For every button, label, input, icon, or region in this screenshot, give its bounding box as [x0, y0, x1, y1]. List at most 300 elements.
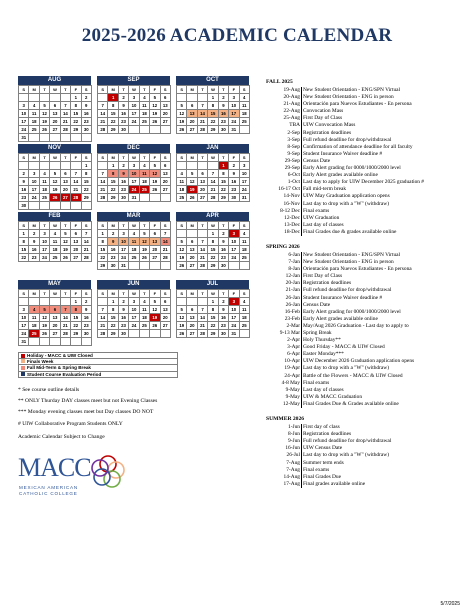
day-cell: 26 — [150, 118, 160, 126]
day-cell: 9 — [108, 238, 118, 246]
day-cell: 29 — [108, 330, 118, 338]
event-date: 12-May — [262, 401, 302, 408]
day-cell: 8 — [108, 102, 118, 110]
day-cell: 3 — [239, 162, 249, 170]
day-cell: 27 — [50, 126, 60, 134]
day-cell: 5 — [177, 238, 187, 246]
term-heading: SPRING 2026 — [266, 243, 300, 250]
weekday-header: S — [239, 86, 249, 94]
day-cell: 17 — [19, 118, 29, 126]
day-cell: 30 — [118, 126, 128, 134]
day-cell: 28 — [98, 194, 108, 202]
day-cell — [60, 338, 70, 346]
day-cell: 1 — [81, 162, 91, 170]
day-cell: 6 — [150, 230, 160, 238]
day-cell — [29, 298, 39, 306]
day-cell: 24 — [229, 322, 239, 330]
weekday-header: S — [81, 222, 91, 230]
day-cell: 21 — [98, 118, 108, 126]
day-cell: 12 — [39, 314, 49, 322]
weekday-header: S — [177, 290, 187, 298]
day-cell: 9 — [218, 238, 228, 246]
day-cell: 18 — [139, 314, 149, 322]
legend-swatch — [21, 354, 25, 358]
weekday-header: S — [160, 86, 170, 94]
weekday-header: T — [218, 222, 228, 230]
legend-label: Student Course Evaluation Period — [27, 371, 102, 377]
day-cell: 12 — [60, 238, 70, 246]
day-cell: 3 — [229, 230, 239, 238]
event-row — [262, 373, 472, 380]
day-cell: 16 — [118, 178, 128, 186]
day-cell — [177, 230, 187, 238]
day-cell: 17 — [29, 186, 39, 194]
weekday-header: F — [150, 154, 160, 162]
day-cell: 20 — [50, 118, 60, 126]
event-text: Census Date — [303, 301, 331, 308]
event-row — [262, 186, 472, 193]
day-cell: 27 — [71, 254, 81, 262]
day-cell: 6 — [160, 298, 170, 306]
day-cell — [71, 134, 81, 142]
footnote: ** ONLY Thurday DAY classes meet but not Evening Classes — [18, 398, 158, 405]
weekday-header: F — [150, 86, 160, 94]
event-date: 19-Apr — [262, 365, 302, 372]
day-cell: 12 — [150, 306, 160, 314]
event-text: First Day of Class — [303, 273, 343, 280]
event-row — [262, 115, 472, 122]
weekday-header: S — [177, 86, 187, 94]
day-cell: 15 — [108, 110, 118, 118]
event-row — [262, 394, 472, 401]
event-text: Full refund deadline for drop/withdrawal — [303, 438, 392, 445]
weekday-header: M — [108, 222, 118, 230]
day-cell: 10 — [129, 102, 139, 110]
day-cell: 9 — [118, 102, 128, 110]
month-name: OCT — [176, 76, 249, 85]
day-cell: 15 — [208, 110, 218, 118]
event-text: May/Aug 2026 Graduation - Last day to apply to — [303, 322, 409, 329]
day-cell: 16 — [19, 186, 29, 194]
day-cell — [160, 194, 170, 202]
event-text: Convocation Mass — [303, 108, 344, 115]
day-cell: 12 — [150, 170, 160, 178]
day-cell: 2 — [19, 170, 29, 178]
day-cell: 17 — [229, 314, 239, 322]
day-cell — [60, 298, 70, 306]
event-row — [262, 387, 472, 394]
day-cell: 1 — [218, 162, 228, 170]
day-cell: 31 — [239, 194, 249, 202]
day-cell: 21 — [98, 186, 108, 194]
weekday-header: S — [177, 222, 187, 230]
day-cell: 18 — [239, 246, 249, 254]
day-cell: 5 — [60, 230, 70, 238]
day-cell: 22 — [71, 322, 81, 330]
day-cell: 13 — [197, 178, 207, 186]
event-text: UIW Census Date — [303, 445, 343, 452]
event-row — [262, 158, 472, 165]
day-cell: 31 — [19, 134, 29, 142]
event-date: 9-May — [262, 394, 302, 401]
day-cell: 8 — [208, 238, 218, 246]
day-cell: 24 — [39, 254, 49, 262]
event-row — [262, 344, 472, 351]
event-row — [262, 337, 472, 344]
day-cell: 4 — [239, 230, 249, 238]
event-date: 25-Aug — [262, 115, 302, 122]
weekday-header: T — [197, 154, 207, 162]
day-cell: 17 — [129, 178, 139, 186]
event-date: 24-Apr — [262, 373, 302, 380]
day-cell: 8 — [98, 238, 108, 246]
day-cell: 1 — [208, 298, 218, 306]
day-cell — [81, 134, 91, 142]
day-cell: 25 — [139, 118, 149, 126]
day-cell: 25 — [239, 118, 249, 126]
event-text: Last day of classes — [303, 221, 344, 228]
day-cell: 30 — [81, 330, 91, 338]
term-heading: SUMMER 2026 — [266, 416, 305, 423]
day-cell: 27 — [197, 194, 207, 202]
day-cell: 18 — [177, 186, 187, 194]
event-text: Spring Break — [303, 330, 332, 336]
day-cell: 2 — [81, 298, 91, 306]
event-text: Final Grades due & grades available online — [303, 228, 397, 235]
day-cell: 8 — [81, 170, 91, 178]
day-cell: 29 — [81, 194, 91, 202]
event-text: Battle of the Flowers - MACC & UIW Closed — [303, 372, 403, 379]
day-cell: 8 — [108, 170, 118, 178]
day-cell: 28 — [60, 126, 70, 134]
event-date: 3-Apr — [262, 344, 302, 351]
day-cell — [29, 134, 39, 142]
weekday-header: F — [71, 222, 81, 230]
day-cell: 17 — [229, 110, 239, 118]
day-cell — [98, 298, 108, 306]
month-name: DEC — [97, 144, 170, 153]
day-cell: 24 — [29, 194, 39, 202]
day-cell: 7 — [197, 238, 207, 246]
weekday-header: F — [150, 290, 160, 298]
event-date: 16-Jun — [262, 445, 302, 452]
event-row — [262, 165, 472, 172]
day-cell: 19 — [150, 178, 160, 186]
day-cell: 11 — [239, 238, 249, 246]
day-cell: 24 — [229, 118, 239, 126]
day-cell — [98, 162, 108, 170]
day-cell: 21 — [160, 246, 170, 254]
day-cell: 8 — [108, 306, 118, 314]
day-cell: 18 — [239, 314, 249, 322]
day-cell: 14 — [98, 314, 108, 322]
day-cell: 21 — [98, 322, 108, 330]
month-calendar-feb — [18, 212, 91, 262]
weekday-header: M — [187, 222, 197, 230]
legend-label: Holiday - MACC & UIW Closed — [27, 353, 93, 358]
month-name: NOV — [18, 144, 91, 153]
weekday-header: F — [71, 154, 81, 162]
day-cell: 28 — [208, 194, 218, 202]
event-row — [262, 316, 472, 323]
day-cell — [81, 338, 91, 346]
day-cell: 1 — [208, 94, 218, 102]
day-cell: 30 — [218, 126, 228, 134]
event-row — [262, 193, 472, 200]
month-calendar-oct — [176, 76, 249, 134]
day-cell: 26 — [39, 126, 49, 134]
event-text: Early Alert grading for 0000/1000/2000 level — [303, 308, 401, 315]
event-date: 16-Nov — [262, 201, 302, 208]
day-cell: 8 — [208, 306, 218, 314]
day-cell: 13 — [71, 238, 81, 246]
weekday-header: M — [29, 290, 39, 298]
day-cell: 16 — [118, 110, 128, 118]
event-date: 13-Dec — [262, 222, 302, 229]
day-cell: 29 — [208, 126, 218, 134]
day-cell — [98, 94, 108, 102]
month-name: FEB — [18, 212, 91, 221]
day-cell: 9 — [229, 170, 239, 178]
day-cell: 21 — [60, 118, 70, 126]
day-cell: 4 — [139, 162, 149, 170]
month-name: JAN — [176, 144, 249, 153]
event-date: 9-13 Mar — [262, 330, 302, 337]
day-cell: 2 — [218, 298, 228, 306]
day-cell: 9 — [29, 238, 39, 246]
event-row — [262, 323, 472, 330]
event-text: New Student Orientation - ENG in person — [303, 94, 394, 101]
day-cell: 30 — [19, 202, 29, 210]
event-row — [262, 424, 472, 431]
event-row — [262, 481, 472, 488]
day-cell: 8 — [218, 170, 228, 178]
day-cell: 9 — [81, 102, 91, 110]
day-cell: 26 — [177, 262, 187, 270]
day-cell: 20 — [160, 314, 170, 322]
day-cell — [81, 202, 91, 210]
day-cell — [239, 330, 249, 338]
event-row — [262, 208, 472, 215]
day-cell: 15 — [108, 178, 118, 186]
day-cell: 23 — [29, 254, 39, 262]
event-text: Final Grades Due — [303, 473, 342, 480]
weekday-header: T — [118, 222, 128, 230]
day-cell: 17 — [39, 246, 49, 254]
day-cell: 18 — [139, 110, 149, 118]
day-cell: 7 — [81, 230, 91, 238]
day-cell: 25 — [239, 322, 249, 330]
day-cell: 26 — [187, 194, 197, 202]
weekday-header: M — [29, 86, 39, 94]
day-cell — [160, 262, 170, 270]
day-cell: 21 — [60, 322, 70, 330]
event-row — [262, 401, 472, 408]
event-text: Registration deadlines — [303, 129, 352, 136]
day-cell: 11 — [239, 306, 249, 314]
day-cell: 11 — [29, 110, 39, 118]
event-date: 6-Apr — [262, 351, 302, 358]
day-cell: 22 — [19, 254, 29, 262]
day-cell — [129, 262, 139, 270]
event-text: Summer term ends — [303, 459, 344, 466]
weekday-header: T — [139, 222, 149, 230]
day-cell: 8 — [71, 306, 81, 314]
event-row — [262, 108, 472, 115]
event-date: 17-Aug — [262, 481, 302, 488]
day-cell: 17 — [129, 110, 139, 118]
event-row — [262, 151, 472, 158]
event-row — [262, 266, 472, 273]
event-date: 12-Dec — [262, 215, 302, 222]
weekday-header: M — [29, 154, 39, 162]
day-cell: 28 — [197, 330, 207, 338]
day-cell: 10 — [129, 306, 139, 314]
weekday-header: S — [160, 222, 170, 230]
event-text: UIW December 2026 Graduation application opens — [303, 358, 415, 365]
weekday-header: M — [29, 222, 39, 230]
day-cell: 19 — [150, 314, 160, 322]
day-cell: 17 — [239, 178, 249, 186]
legend-swatch — [21, 366, 25, 370]
day-cell: 29 — [98, 262, 108, 270]
event-text: Final grades available online — [303, 480, 366, 487]
day-cell: 13 — [160, 102, 170, 110]
day-cell — [71, 202, 81, 210]
day-cell: 31 — [19, 338, 29, 346]
day-cell: 24 — [239, 186, 249, 194]
day-cell: 18 — [29, 322, 39, 330]
event-row — [262, 452, 472, 459]
day-cell: 11 — [239, 102, 249, 110]
day-cell: 8 — [71, 102, 81, 110]
event-date: 21-Aug — [262, 101, 302, 108]
weekday-header: T — [118, 290, 128, 298]
weekday-header: F — [229, 222, 239, 230]
day-cell: 28 — [60, 330, 70, 338]
day-cell: 22 — [218, 186, 228, 194]
footnote: # UIW Collaborative Program Students ONLY — [18, 420, 123, 427]
day-cell: 8 — [19, 238, 29, 246]
day-cell: 20 — [187, 118, 197, 126]
day-cell: 23 — [218, 322, 228, 330]
day-cell: 26 — [150, 322, 160, 330]
day-cell — [29, 162, 39, 170]
event-text: Fall mid-term break — [303, 186, 347, 193]
day-cell: 26 — [39, 330, 49, 338]
month-calendar-jun — [97, 280, 170, 338]
weekday-header: W — [50, 86, 60, 94]
event-date: 8-Jun — [262, 431, 302, 438]
day-cell: 20 — [160, 110, 170, 118]
event-row — [262, 222, 472, 229]
day-cell: 27 — [160, 186, 170, 194]
weekday-header: W — [208, 154, 218, 162]
weekday-header: T — [39, 290, 49, 298]
day-cell: 15 — [208, 314, 218, 322]
day-cell: 20 — [150, 246, 160, 254]
day-cell: 26 — [177, 126, 187, 134]
day-cell: 11 — [29, 314, 39, 322]
day-cell: 5 — [39, 306, 49, 314]
day-cell — [39, 134, 49, 142]
event-date: 8-Sep — [262, 144, 302, 151]
event-text: New Student Orientation - ENG/SPN Virtual — [303, 87, 401, 93]
day-cell: 1 — [19, 230, 29, 238]
day-cell — [29, 338, 39, 346]
day-cell: 1 — [71, 94, 81, 102]
day-cell: 31 — [229, 126, 239, 134]
day-cell: 14 — [71, 178, 81, 186]
day-cell: 19 — [39, 118, 49, 126]
event-text: Early Alert grades available online — [303, 315, 378, 322]
day-cell: 19 — [187, 186, 197, 194]
event-text: Student Insurance Waiver deadline # — [303, 150, 383, 157]
day-cell: 15 — [71, 314, 81, 322]
day-cell: 11 — [139, 102, 149, 110]
event-date: 26-Jul — [262, 452, 302, 459]
event-text: Last day of classes — [303, 386, 344, 393]
day-cell: 5 — [150, 162, 160, 170]
day-cell: 14 — [98, 110, 108, 118]
legend-item — [18, 372, 178, 379]
day-cell: 7 — [197, 102, 207, 110]
month-calendar-nov — [18, 144, 91, 210]
day-cell: 9 — [218, 102, 228, 110]
weekday-header: F — [229, 290, 239, 298]
day-cell: 6 — [50, 102, 60, 110]
day-cell: 29 — [108, 126, 118, 134]
day-cell: 12 — [139, 238, 149, 246]
day-cell: 10 — [229, 102, 239, 110]
subject-to-change-note: Academic Calendar Subject to Change — [18, 434, 105, 440]
day-cell: 12 — [177, 110, 187, 118]
day-cell: 25 — [39, 194, 49, 202]
event-date: 7-Aug — [262, 467, 302, 474]
day-cell: 24 — [129, 322, 139, 330]
day-cell: 17 — [229, 246, 239, 254]
day-cell: 4 — [50, 230, 60, 238]
event-text: Full refund deadline for drop/withdrawal — [303, 287, 392, 294]
event-date: 2-Sep — [262, 130, 302, 137]
day-cell: 5 — [50, 170, 60, 178]
month-name: APR — [176, 212, 249, 221]
weekday-header: T — [39, 222, 49, 230]
event-text: Full refund deadline for drop/withdrawal — [303, 136, 392, 143]
day-cell: 19 — [177, 254, 187, 262]
day-cell: 28 — [98, 330, 108, 338]
weekday-header: S — [160, 154, 170, 162]
day-cell: 2 — [118, 94, 128, 102]
weekday-header: M — [187, 154, 197, 162]
day-cell: 25 — [177, 194, 187, 202]
legend-label: Finals Week — [27, 358, 54, 364]
day-cell — [129, 126, 139, 134]
day-cell: 15 — [71, 110, 81, 118]
event-date: 1-Oct — [262, 179, 302, 186]
event-date: 14-Nov — [262, 193, 302, 200]
event-date: 22-Aug — [262, 108, 302, 115]
day-cell: 14 — [160, 238, 170, 246]
weekday-header: T — [197, 290, 207, 298]
weekday-header: F — [229, 154, 239, 162]
day-cell — [39, 94, 49, 102]
weekday-header: F — [150, 222, 160, 230]
day-cell: 16 — [81, 314, 91, 322]
day-cell: 13 — [60, 178, 70, 186]
day-cell: 15 — [98, 246, 108, 254]
day-cell: 10 — [19, 110, 29, 118]
